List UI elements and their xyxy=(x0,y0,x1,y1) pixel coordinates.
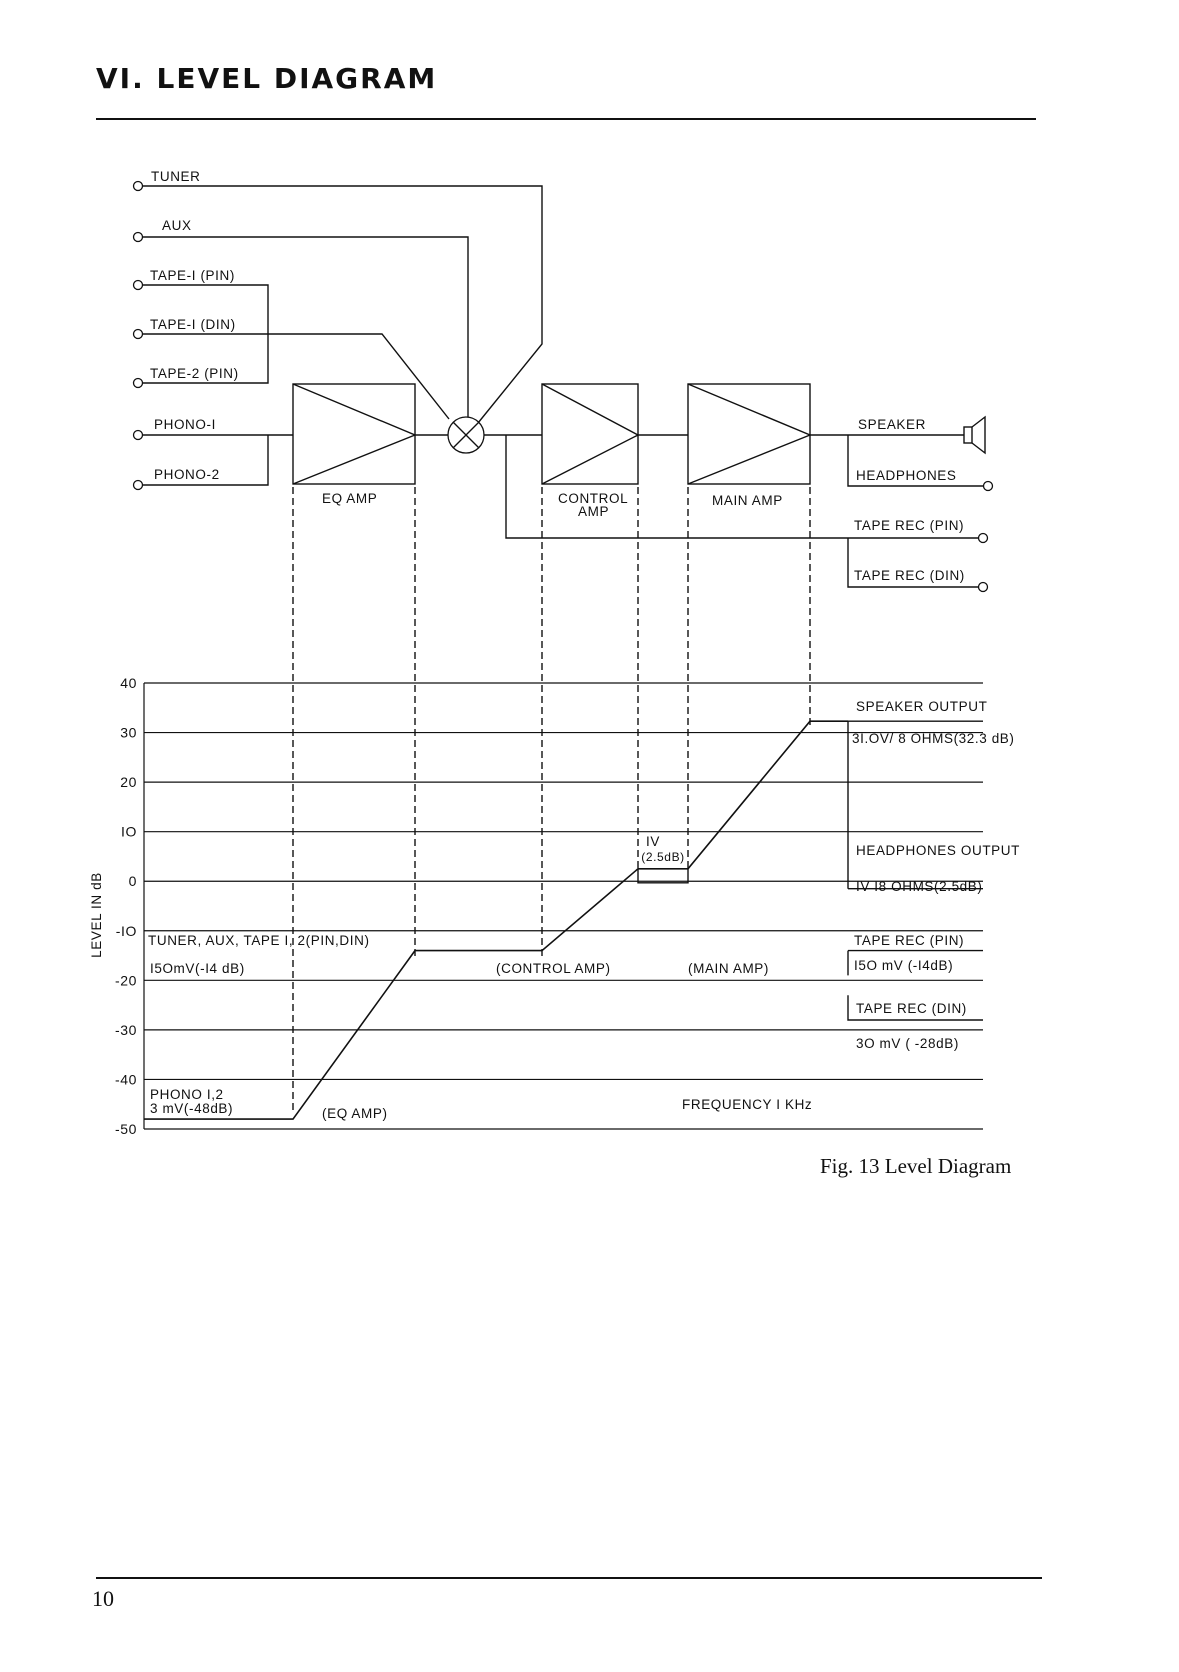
input-port-tape2-pin xyxy=(134,379,143,388)
jack-circle-icon xyxy=(984,482,993,491)
y-tick-label: 0 xyxy=(128,873,137,890)
mixer-circle-icon xyxy=(448,417,484,453)
input-port-aux xyxy=(134,233,143,242)
y-tick-label: 40 xyxy=(120,675,137,691)
level-label-headphones-output: HEADPHONES OUTPUT xyxy=(856,843,1020,858)
eq-amp-block xyxy=(293,384,415,484)
input-port-tape1-din xyxy=(134,330,143,339)
control-amp-block xyxy=(542,384,638,484)
level-label-1v: IV xyxy=(646,834,660,849)
input-label-phono2: PHONO-2 xyxy=(154,467,220,482)
output-label-tape-rec-pin: TAPE REC (PIN) xyxy=(854,518,965,533)
wire-tape-rec-branch xyxy=(506,435,848,538)
control-amp-label-2: AMP xyxy=(578,504,610,519)
speaker-icon xyxy=(964,417,985,453)
y-axis-label: LEVEL IN dB xyxy=(89,872,104,958)
page-title: VI. LEVEL DIAGRAM xyxy=(96,62,438,95)
y-tick-label: 30 xyxy=(120,724,137,741)
figure-caption: Fig. 13 Level Diagram xyxy=(820,1154,1012,1178)
main-amp-triangle-icon xyxy=(688,384,810,484)
jack-circle-icon xyxy=(979,534,988,543)
level-value-tape-rec-pin: I5O mV (-I4dB) xyxy=(854,958,954,973)
level-chart xyxy=(89,675,1020,1137)
stage-label-control-amp: (CONTROL AMP) xyxy=(496,961,611,976)
y-tick-label: -20 xyxy=(114,972,137,989)
bracket-speaker-output xyxy=(848,721,983,889)
y-tick-labels xyxy=(115,675,137,1137)
y-tick-label: -50 xyxy=(114,1121,137,1137)
input-port-tape1-pin xyxy=(134,281,143,290)
level-label-speaker-output: SPEAKER OUTPUT xyxy=(856,699,988,714)
frequency-note: FREQUENCY I KHz xyxy=(682,1097,813,1112)
y-tick-label: -30 xyxy=(114,1021,137,1038)
page-number: 10 xyxy=(92,1586,114,1611)
input-label-phono1: PHONO-I xyxy=(154,417,216,432)
input-label-tape1-pin: TAPE-I (PIN) xyxy=(150,268,235,283)
control-amp-label: CONTROL xyxy=(558,491,629,506)
eq-amp-label: EQ AMP xyxy=(322,491,378,506)
level-value-speaker-output: 3I.OV/ 8 OHMS(32.3 dB) xyxy=(852,731,1015,746)
wire-tuner xyxy=(142,186,542,423)
y-tick-label: -40 xyxy=(114,1071,137,1088)
stage-label-main-amp: (MAIN AMP) xyxy=(688,961,770,976)
y-tick-label: IO xyxy=(121,823,137,840)
level-value-tape-rec-din: 3O mV ( -28dB) xyxy=(856,1036,959,1051)
level-value-phono: 3 mV(-48dB) xyxy=(150,1101,234,1116)
input-port-phono1 xyxy=(134,431,143,440)
input-label-tape1-din: TAPE-I (DIN) xyxy=(150,317,236,332)
eq-amp-triangle-icon xyxy=(293,384,415,484)
y-tick-label: -IO xyxy=(115,922,137,939)
input-label-aux: AUX xyxy=(162,218,192,233)
level-value-tuner: I5OmV(-I4 dB) xyxy=(150,961,245,976)
level-label-tuner: TUNER, AUX, TAPE I, 2(PIN,DIN) xyxy=(148,933,370,948)
input-port-phono2 xyxy=(134,481,143,490)
main-amp-block xyxy=(688,384,810,484)
level-label-phono: PHONO I,2 xyxy=(150,1087,224,1102)
input-label-tape2-pin: TAPE-2 (PIN) xyxy=(150,366,239,381)
level-label-tape-rec-pin: TAPE REC (PIN) xyxy=(854,933,965,948)
stage-label-eq-amp: (EQ AMP) xyxy=(322,1106,388,1121)
level-line xyxy=(144,721,848,1119)
jack-circle-icon xyxy=(979,583,988,592)
gridlines xyxy=(144,683,983,1129)
level-value-headphones-output: IV I8 OHMS(2.5dB) xyxy=(856,879,983,894)
y-tick-label: 20 xyxy=(120,774,137,791)
output-label-headphones: HEADPHONES xyxy=(856,468,957,483)
input-label-tuner: TUNER xyxy=(151,169,201,184)
footer-rule xyxy=(96,1577,1042,1579)
level-label-tape-rec-din: TAPE REC (DIN) xyxy=(856,1001,967,1016)
output-label-tape-rec-din: TAPE REC (DIN) xyxy=(854,568,965,583)
output-label-speaker: SPEAKER xyxy=(858,417,926,432)
level-value-1v: (2.5dB) xyxy=(641,850,685,864)
main-amp-label: MAIN AMP xyxy=(712,493,783,508)
control-amp-triangle-icon xyxy=(542,384,638,484)
input-port-tuner xyxy=(134,182,143,191)
